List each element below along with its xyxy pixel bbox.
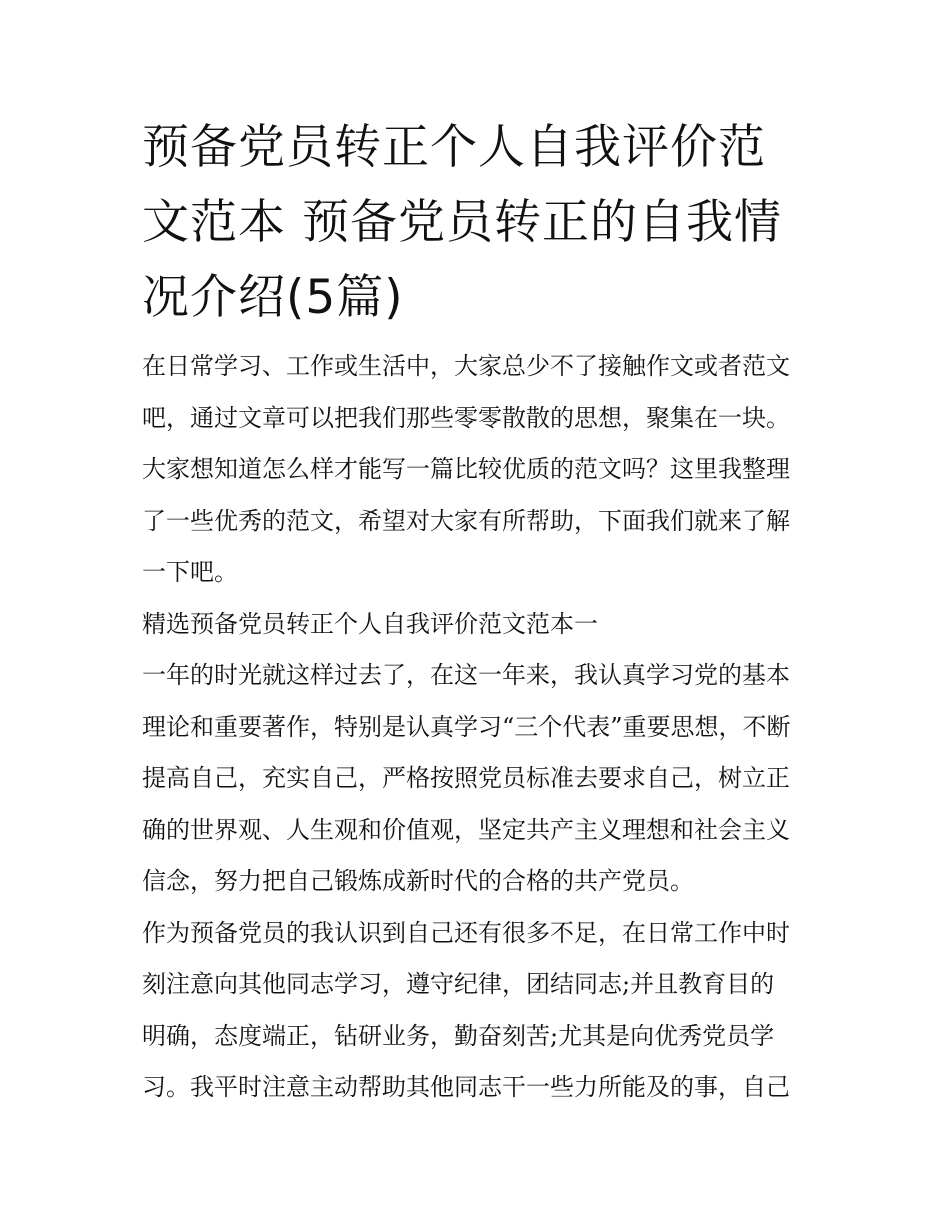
title-line-1: 预备党员转正个人自我评价范 (142, 120, 766, 175)
title-line-2: 文范本 预备党员转正的自我情 (142, 195, 782, 250)
document-body (142, 341, 822, 1114)
section-heading: 精选预备党员转正个人自我评价范文范本一 (142, 609, 598, 638)
paragraph-line: 提高自己，充实自己，严格按照党员标准去要求自己，树立正 (142, 764, 790, 792)
paragraph-2 (142, 908, 822, 1114)
paragraph-line: 理论和重要著作，特别是认真学习“三个代表”重要思想，不断 (142, 712, 791, 741)
paragraph-line: 确的世界观、人生观和价值观，坚定共产主义理想和社会主义 (142, 815, 790, 844)
title-line-3: 况介绍(5篇) (142, 270, 404, 325)
paragraph-line: 一年的时光就这样过去了，在这一年来，我认真学习党的基本 (142, 661, 790, 689)
document-page (142, 110, 822, 1114)
intro-line: 在日常学习、工作或生活中，大家总少不了接触作文或者范文 (142, 352, 790, 380)
intro-line: 一下吧。 (142, 558, 238, 586)
document-title (142, 110, 822, 335)
paragraph-line: 刻注意向其他同志学习，遵守纪律，团结同志;并且教育目的 (142, 970, 775, 998)
intro-paragraph (142, 341, 822, 599)
paragraph-1 (142, 650, 822, 908)
paragraph-line: 信念，努力把自己锻炼成新时代的合格的共产党员。 (142, 867, 694, 895)
intro-line: 大家想知道怎么样才能写一篇比较优质的范文吗？这里我整理 (142, 455, 790, 483)
paragraph-line: 明确，态度端正，钻研业务，勤奋刻苦;尤其是向优秀党员学 (142, 1021, 775, 1050)
intro-line: 吧，通过文章可以把我们那些零零散散的思想，聚集在一块。 (142, 403, 790, 432)
paragraph-line: 作为预备党员的我认识到自己还有很多不足，在日常工作中时 (142, 918, 790, 947)
intro-line: 了一些优秀的范文，希望对大家有所帮助，下面我们就来了解 (142, 506, 790, 535)
paragraph-line: 习。我平时注意主动帮助其他同志干一些力所能及的事，自己 (142, 1073, 790, 1101)
